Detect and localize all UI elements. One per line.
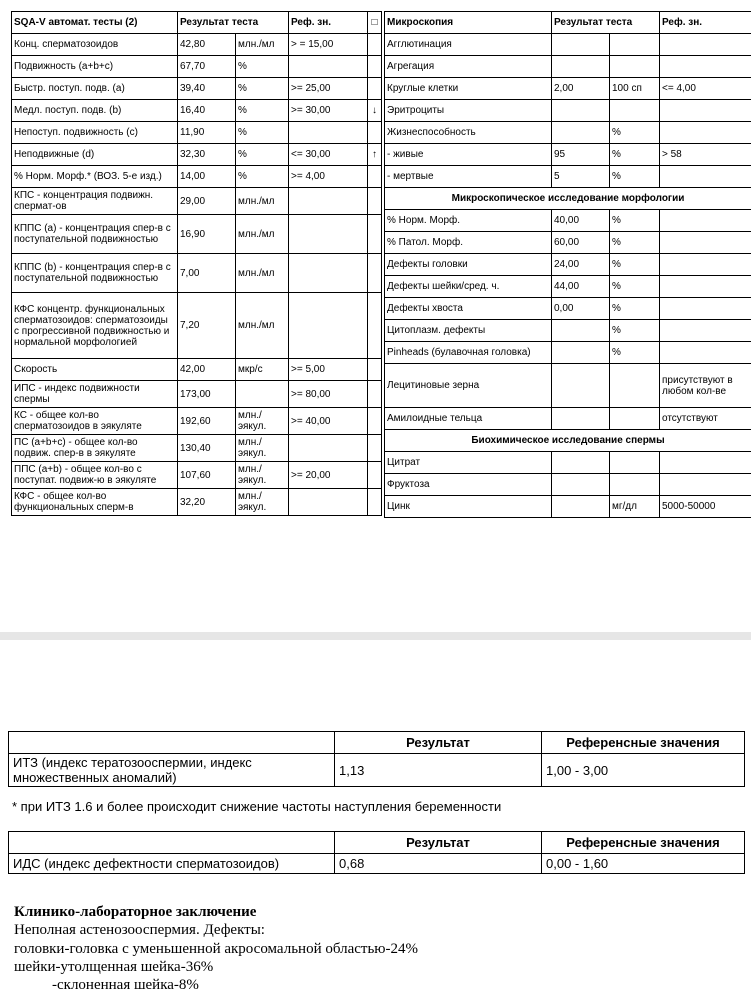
- test-ref: отсутствуют: [660, 408, 751, 430]
- test-ref: [660, 474, 751, 496]
- test-unit: %: [236, 166, 289, 188]
- test-name: Лецитиновые зерна: [385, 364, 552, 408]
- test-value: 95: [552, 144, 610, 166]
- test-ref: [660, 166, 751, 188]
- test-ref: > 58: [660, 144, 751, 166]
- test-name: Быстр. поступ. подв. (a): [12, 78, 178, 100]
- test-unit: [236, 381, 289, 408]
- test-flag: [368, 34, 382, 56]
- test-value: [552, 320, 610, 342]
- test-ref: >= 40,00: [289, 408, 368, 435]
- test-flag: [368, 166, 382, 188]
- test-unit: %: [236, 100, 289, 122]
- test-value: [552, 342, 610, 364]
- table-row: [385, 144, 751, 166]
- table-row: [12, 144, 382, 166]
- table-row: [12, 462, 382, 489]
- table-row: [385, 276, 751, 298]
- test-ref: 5000-50000: [660, 496, 751, 518]
- header-test-name: SQA-V автомат. тесты (2): [12, 12, 178, 34]
- table-row: [12, 254, 382, 293]
- test-value: 16,90: [178, 215, 236, 254]
- test-ref: > = 15,00: [289, 34, 368, 56]
- test-ref: >= 30,00: [289, 100, 368, 122]
- table-row: [385, 320, 751, 342]
- table-row: [12, 359, 382, 381]
- sqa-results-table: [11, 11, 382, 516]
- test-ref: [289, 188, 368, 215]
- test-unit: [610, 474, 660, 496]
- conclusion-line: шейки-утолщенная шейка-36%: [14, 958, 214, 975]
- test-name: Цинк: [385, 496, 552, 518]
- conclusion-title: Клинико-лабораторное заключение: [14, 904, 257, 920]
- test-value: [552, 100, 610, 122]
- test-unit: [610, 364, 660, 408]
- table-row: [385, 122, 751, 144]
- test-ref: [660, 276, 751, 298]
- test-flag: [368, 122, 382, 144]
- table-row: [12, 122, 382, 144]
- table-row: [12, 408, 382, 435]
- test-flag: [368, 78, 382, 100]
- test-name: % Норм. Морф.: [385, 210, 552, 232]
- test-name: % Норм. Морф.* (ВОЗ. 5-е изд.): [12, 166, 178, 188]
- header-result: Результат теста: [178, 12, 289, 34]
- test-ref: [660, 320, 751, 342]
- test-value: 42,00: [178, 359, 236, 381]
- test-flag: [368, 359, 382, 381]
- table-row: [385, 254, 751, 276]
- table-row: [12, 166, 382, 188]
- section-header-row: [385, 188, 751, 210]
- test-ref: [660, 122, 751, 144]
- test-flag: [368, 462, 382, 489]
- test-value: [552, 474, 610, 496]
- test-unit: млн./эякул.: [236, 408, 289, 435]
- test-value: 14,00: [178, 166, 236, 188]
- test-unit: млн./эякул.: [236, 435, 289, 462]
- test-name: КС - общее кол-во сперматозоидов в эякуляте: [12, 408, 178, 435]
- test-flag: ↑: [368, 144, 382, 166]
- ids-table: [8, 831, 745, 874]
- test-value: 24,00: [552, 254, 610, 276]
- ids-ref: 0,00 - 1,60: [542, 854, 745, 874]
- test-unit: %: [610, 232, 660, 254]
- test-ref: присутствуют в любом кол-ве: [660, 364, 751, 408]
- test-value: 40,00: [552, 210, 610, 232]
- test-value: [552, 408, 610, 430]
- test-value: 107,60: [178, 462, 236, 489]
- table-row: [12, 489, 382, 516]
- test-unit: %: [236, 144, 289, 166]
- test-value: [552, 56, 610, 78]
- test-unit: %: [610, 342, 660, 364]
- test-unit: [610, 100, 660, 122]
- test-value: 32,30: [178, 144, 236, 166]
- test-name: Амилоидные тельца: [385, 408, 552, 430]
- test-unit: %: [236, 122, 289, 144]
- test-ref: [660, 452, 751, 474]
- test-ref: [289, 56, 368, 78]
- test-name: КФС - общее кол-во функциональных сперм-в: [12, 489, 178, 516]
- test-unit: мг/дл: [610, 496, 660, 518]
- table-row: [12, 381, 382, 408]
- table-row: [385, 78, 751, 100]
- conclusion-line: Неполная астенозооспермия. Дефекты:: [14, 922, 265, 939]
- test-name: Агрегация: [385, 56, 552, 78]
- test-value: 39,40: [178, 78, 236, 100]
- table-row: [385, 474, 751, 496]
- test-name: КПС - концентрация подвижн. спермат-ов: [12, 188, 178, 215]
- test-name: Скорость: [12, 359, 178, 381]
- header-result: Результат теста: [552, 12, 660, 34]
- test-flag: [368, 188, 382, 215]
- test-name: КППС (b) - концентрация спер-в с поступательной подвижностью: [12, 254, 178, 293]
- test-unit: млн./мл: [236, 188, 289, 215]
- table-row: [385, 342, 751, 364]
- test-value: [552, 364, 610, 408]
- test-flag: [368, 56, 382, 78]
- test-flag: [368, 254, 382, 293]
- test-ref: <= 4,00: [660, 78, 751, 100]
- table-row: [385, 364, 751, 408]
- ids-header-empty: [9, 832, 335, 854]
- test-name: Цитоплазм. дефекты: [385, 320, 552, 342]
- test-name: Дефекты шейки/сред. ч.: [385, 276, 552, 298]
- table-row: [12, 100, 382, 122]
- its-value: 1,13: [335, 754, 542, 787]
- test-name: ИПС - индекс подвижности спермы: [12, 381, 178, 408]
- its-ref: 1,00 - 3,00: [542, 754, 745, 787]
- table-row: [385, 408, 751, 430]
- ids-header-ref: Референсные значения: [542, 832, 745, 854]
- its-table: [8, 731, 745, 787]
- test-unit: млн./мл: [236, 254, 289, 293]
- table-row: [385, 166, 751, 188]
- test-name: Конц. сперматозоидов: [12, 34, 178, 56]
- its-header-empty: [9, 732, 335, 754]
- test-unit: [610, 34, 660, 56]
- test-name: Эритроциты: [385, 100, 552, 122]
- microscopy-table: [384, 11, 751, 518]
- test-name: Неподвижные (d): [12, 144, 178, 166]
- test-name: КФС концентр. функциональных сперматозоидов: сперматозоиды с прогрессивной подвижностью и нормальной морфологией: [12, 293, 178, 359]
- test-name: Фруктоза: [385, 474, 552, 496]
- test-value: 7,20: [178, 293, 236, 359]
- test-flag: ↓: [368, 100, 382, 122]
- test-name: Непоступ. подвижность (c): [12, 122, 178, 144]
- test-flag: [368, 408, 382, 435]
- test-unit: млн./эякул.: [236, 462, 289, 489]
- test-ref: [289, 215, 368, 254]
- table-row: [12, 215, 382, 254]
- test-ref: [660, 342, 751, 364]
- test-flag: [368, 489, 382, 516]
- header-flag: □: [368, 12, 382, 34]
- test-name: Жизнеспособность: [385, 122, 552, 144]
- test-unit: %: [236, 56, 289, 78]
- test-ref: >= 25,00: [289, 78, 368, 100]
- test-value: 2,00: [552, 78, 610, 100]
- ids-header-result: Результат: [335, 832, 542, 854]
- table-row: [12, 34, 382, 56]
- test-unit: %: [236, 78, 289, 100]
- test-name: Дефекты хвоста: [385, 298, 552, 320]
- test-flag: [368, 215, 382, 254]
- test-ref: [660, 100, 751, 122]
- table-row: [385, 56, 751, 78]
- test-unit: [610, 452, 660, 474]
- test-value: 130,40: [178, 435, 236, 462]
- test-ref: >= 80,00: [289, 381, 368, 408]
- test-unit: млн./мл: [236, 34, 289, 56]
- test-name: КППС (а) - концентрация спер-в с поступательной подвижностью: [12, 215, 178, 254]
- test-value: 44,00: [552, 276, 610, 298]
- test-unit: %: [610, 320, 660, 342]
- test-name: Цитрат: [385, 452, 552, 474]
- test-name: - мертвые: [385, 166, 552, 188]
- header-microscopy: Микроскопия: [385, 12, 552, 34]
- test-unit: млн./мл: [236, 215, 289, 254]
- test-ref: [289, 489, 368, 516]
- test-name: Агглютинация: [385, 34, 552, 56]
- test-value: 32,20: [178, 489, 236, 516]
- test-ref: [660, 56, 751, 78]
- test-value: [552, 122, 610, 144]
- test-ref: [289, 435, 368, 462]
- test-unit: мкр/с: [236, 359, 289, 381]
- test-flag: [368, 435, 382, 462]
- table-row: [385, 34, 751, 56]
- header-ref: Реф. зн.: [660, 12, 751, 34]
- table-header-row: [12, 12, 382, 34]
- test-value: 7,00: [178, 254, 236, 293]
- test-unit: млн./эякул.: [236, 489, 289, 516]
- test-value: [552, 34, 610, 56]
- test-name: % Патол. Морф.: [385, 232, 552, 254]
- conclusion-line: головки-головка с уменьшенной акросомальной областью-24%: [14, 940, 418, 957]
- test-ref: [289, 122, 368, 144]
- its-header-ref: Референсные значения: [542, 732, 745, 754]
- test-unit: %: [610, 166, 660, 188]
- test-value: 60,00: [552, 232, 610, 254]
- page-separator: [0, 632, 751, 640]
- test-value: 11,90: [178, 122, 236, 144]
- test-unit: %: [610, 144, 660, 166]
- test-unit: 100 сп: [610, 78, 660, 100]
- table-row: [12, 78, 382, 100]
- test-name: ПС (a+b+c) - общее кол-во подвиж. спер-в в эякуляте: [12, 435, 178, 462]
- test-value: 42,80: [178, 34, 236, 56]
- test-ref: [660, 254, 751, 276]
- test-unit: %: [610, 122, 660, 144]
- test-value: 67,70: [178, 56, 236, 78]
- test-ref: [660, 232, 751, 254]
- test-unit: %: [610, 276, 660, 298]
- its-note: * при ИТЗ 1.6 и более происходит снижение частоты наступления беременности: [12, 799, 502, 814]
- test-ref: >= 5,00: [289, 359, 368, 381]
- test-name: ППС (a+b) - общее кол-во с поступат. подвиж-ю в эякуляте: [12, 462, 178, 489]
- table-row: [12, 293, 382, 359]
- test-flag: [368, 293, 382, 359]
- test-value: 192,60: [178, 408, 236, 435]
- biochemistry-section-title: Биохимическое исследование спермы: [385, 430, 751, 452]
- table-row: [385, 100, 751, 122]
- test-ref: [660, 34, 751, 56]
- test-flag: [368, 381, 382, 408]
- test-unit: %: [610, 254, 660, 276]
- test-ref: [289, 254, 368, 293]
- test-value: 5: [552, 166, 610, 188]
- test-name: Pinheads (булавочная головка): [385, 342, 552, 364]
- test-name: Дефекты головки: [385, 254, 552, 276]
- test-unit: млн./мл: [236, 293, 289, 359]
- section-header-row: [385, 430, 751, 452]
- test-unit: %: [610, 210, 660, 232]
- test-unit: [610, 408, 660, 430]
- table-row: [12, 435, 382, 462]
- table-row: [12, 56, 382, 78]
- test-name: Круглые клетки: [385, 78, 552, 100]
- test-value: [552, 452, 610, 474]
- morphology-section-title: Микроскопическое исследование морфологии: [385, 188, 751, 210]
- table-row: [385, 298, 751, 320]
- test-ref: >= 20,00: [289, 462, 368, 489]
- test-value: 173,00: [178, 381, 236, 408]
- table-row: [12, 188, 382, 215]
- conclusion-indented-line: -склоненная шейка-8%: [52, 977, 199, 994]
- test-unit: %: [610, 298, 660, 320]
- its-name: ИТЗ (индекс тератозооспермии, индекс множественных аномалий): [9, 754, 335, 787]
- ids-value: 0,68: [335, 854, 542, 874]
- test-value: [552, 496, 610, 518]
- test-ref: <= 30,00: [289, 144, 368, 166]
- table-header-row: [385, 12, 751, 34]
- conclusion: [14, 903, 744, 994]
- test-ref: [660, 298, 751, 320]
- test-unit: [610, 56, 660, 78]
- table-row: [385, 496, 751, 518]
- test-name: - живые: [385, 144, 552, 166]
- test-ref: [289, 293, 368, 359]
- header-ref: Реф. зн.: [289, 12, 368, 34]
- test-name: Подвижность (a+b+c): [12, 56, 178, 78]
- test-value: 29,00: [178, 188, 236, 215]
- test-value: 0,00: [552, 298, 610, 320]
- test-ref: >= 4,00: [289, 166, 368, 188]
- test-ref: [660, 210, 751, 232]
- table-row: [385, 232, 751, 254]
- its-header-result: Результат: [335, 732, 542, 754]
- table-row: [385, 452, 751, 474]
- test-value: 16,40: [178, 100, 236, 122]
- test-name: Медл. поступ. подв. (b): [12, 100, 178, 122]
- table-row: [385, 210, 751, 232]
- ids-name: ИДС (индекс дефектности сперматозоидов): [9, 854, 335, 874]
